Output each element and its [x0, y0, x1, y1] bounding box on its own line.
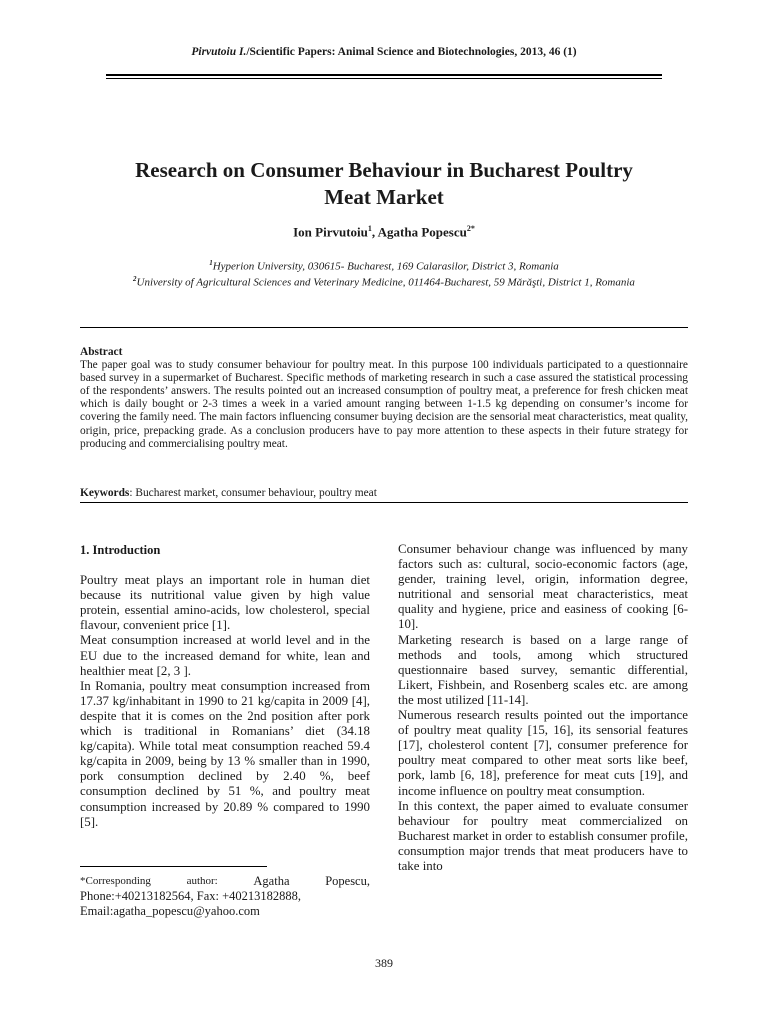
footnote-author-word: author:: [186, 875, 218, 887]
keywords-bottom-rule: [80, 502, 688, 503]
paper-title-line2: Meat Market: [324, 185, 444, 209]
footnote-name: Popescu,: [325, 874, 370, 888]
paper-title: [80, 157, 688, 211]
paragraph: In this context, the paper aimed to evaluate consumer behaviour for poultry meat commercialized on Bucharest market in order to establish consumer profile, consumption major trends that meat producers have to take into: [398, 798, 688, 873]
affiliation-text: Hyperion University, 030615- Bucharest, 169 Calarasilor, District 3, Romania: [212, 260, 559, 273]
author-name: Agatha Popescu: [377, 224, 467, 240]
paragraph: Meat consumption increased at world level and in the EU due to the increased demand for white, lean and healthier meat [2, 3 ].: [80, 633, 370, 678]
affiliation: [0, 272, 768, 290]
left-column: [80, 543, 370, 830]
paragraph: Marketing research is based on a large range of methods and tools, among which structured questionnaire based survey, semantic differential, Likert, Fishbein, and Rosenberg scales etc. are among the most utilized [11-14].: [398, 632, 688, 707]
paper-title-line1: Research on Consumer Behaviour in Bucharest Poultry: [135, 158, 633, 182]
affiliation-text: University of Agricultural Sciences and Veterinary Medicine, 011464-Bucharest, 59 Mărăşti, District 1, Romania: [136, 276, 635, 289]
right-column: [398, 542, 688, 874]
paragraph: Poultry meat plays an important role in human diet because its nutritional value given by high value protein, essential amino-acids, low cholesterol, special flavour, convenient price [1].: [80, 573, 370, 633]
footnote-phone: Phone:+40213182564, Fax: +40213182888,: [80, 889, 302, 903]
paragraph: Consumer behaviour change was influenced by many factors such as: cultural, socio-economic factors (age, gender, training level, origin, information degree, nutritional and sensorial meat characteristics, meat quality and hygiene, price and easiness of cooking [6-10].: [398, 542, 688, 632]
affiliation-marker: 2: [133, 275, 137, 283]
paragraph: In Romania, poultry meat consumption increased from 17.37 kg/inhabitant in 1990 to 21 kg/capita in 2009 [4], despite that it is comes on the 2nd position after pork which is traditional in Romanians’ diet (34.18 kg/capita). While total meat consumption reached 59.4 kg/capita in 2009, being by 13 % smaller than in 1990, pork consumption declined by 2.40 %, beef consumption declined by 51 %, and poultry meat consumption increased by 20.89 % compared to 1990 [5].: [80, 678, 370, 829]
paragraph: Numerous research results pointed out the importance of poultry meat quality [15, 16], its sensorial features [17], cholesterol content [7], consumer preference for poultry meat compared to other meat sorts like beef, pork, lamb [6, 18], preference for meat cuts [19], and income influence on poultry meat consumption.: [398, 708, 688, 798]
author-name: Ion Pirvutoiu: [293, 224, 368, 240]
abstract-text: The paper goal was to study consumer behaviour for poultry meat. In this purpose 100 individuals participated to a questionnaire based survey in a supermarket of Bucharest. Specific methods of marketing research in such a case assured the statistical processing of the respondents’ answers. The results pointed out an increased consumption of poultry meat, a preference for fresh chicken meat which is daily bought or 2-3 times a week in a varied amount ranging between 1-1.5 kg depending on consumer’s income for covering the family need. The main factors influencing consumer buying decision are the sensorial meat characteristics, meat quality, origin, price, prepacking grade. As a conclusion producers have to pay more attention to these aspects in their future strategy for producing and commercialising poultry meat.: [80, 359, 688, 450]
footnote-line: [80, 874, 370, 889]
author-separator: ,: [371, 224, 378, 240]
running-header-author: Pirvutoiu I.: [191, 46, 247, 58]
author-list: [0, 224, 768, 240]
abstract-heading: Abstract: [80, 346, 123, 358]
footnote-name: Agatha: [253, 874, 290, 888]
footnote-rule: [80, 866, 267, 867]
running-header-journal: /Scientific Papers: Animal Science and Biotechnologies, 2013, 46 (1): [246, 46, 577, 58]
footnote-label: *Corresponding: [80, 875, 151, 887]
abstract-top-rule: [80, 327, 688, 328]
abstract: [80, 346, 688, 451]
author-affil-marker: 2*: [466, 224, 475, 233]
footnote-email: Email:agatha_popescu@yahoo.com: [80, 904, 260, 918]
page-number: 389: [375, 956, 393, 970]
author-affil-marker: 1: [367, 224, 372, 233]
keywords-label: Keywords: [80, 487, 130, 499]
keywords: [80, 487, 688, 499]
running-header: [0, 46, 768, 58]
footnote: [80, 874, 370, 919]
section-heading: 1. Introduction: [80, 543, 161, 557]
affiliation: [0, 256, 768, 274]
keywords-text: : Bucharest market, consumer behaviour, poultry meat: [129, 487, 377, 499]
affiliation-marker: 1: [209, 259, 213, 267]
header-rule: [106, 74, 662, 79]
